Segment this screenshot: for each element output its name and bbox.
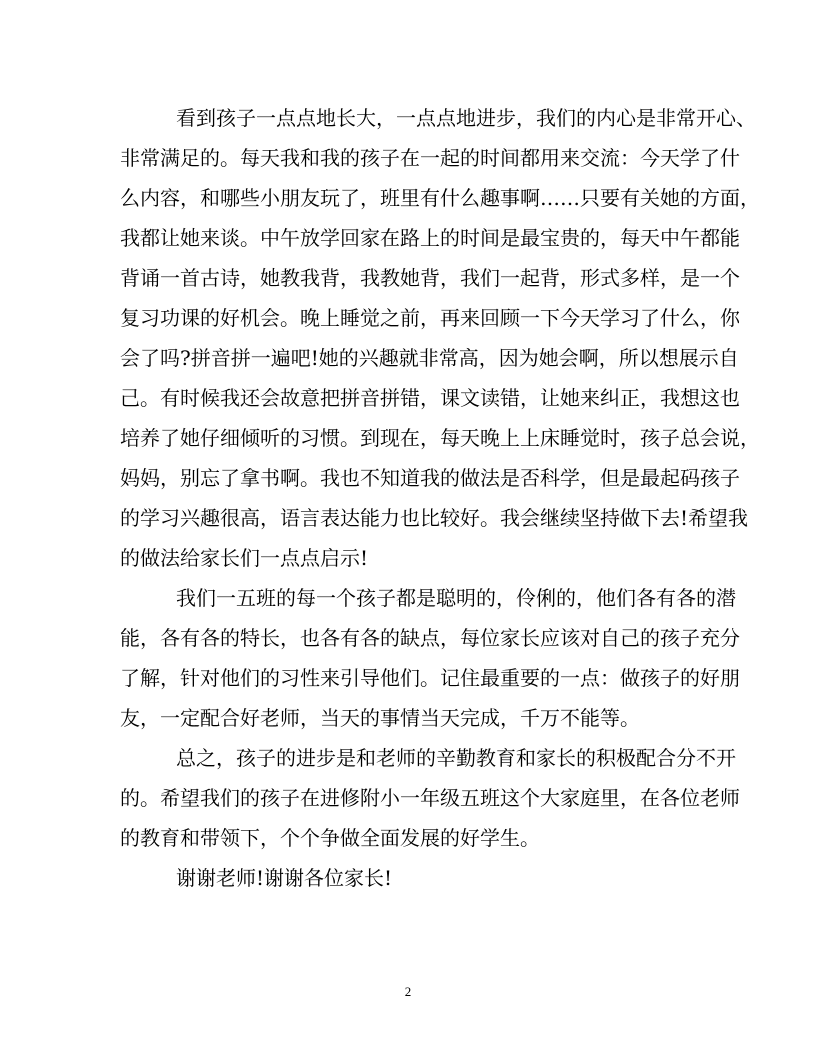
text-line: 看到孩子一点点地长大，一点点地进步，我们的内心是非常开心、 (176, 106, 756, 130)
text-line: 谢谢老师!谢谢各位家长! (176, 866, 393, 890)
text-line: 复习功课的好机会。晚上睡觉之前，再来回顾一下今天学习了什么，你 (120, 306, 740, 330)
text-line: 会了吗?拼音拼一遍吧!她的兴趣就非常高，因为她会啊，所以想展示自 (120, 346, 739, 370)
text-line: 能，各有各的特长，也各有各的缺点，每位家长应该对自己的孩子充分 (120, 626, 740, 650)
text-line: 友，一定配合好老师，当天的事情当天完成，千万不能等。 (120, 706, 640, 730)
text-line: 的做法给家长们一点点启示! (120, 546, 369, 570)
text-line: 的教育和带领下，个个争做全面发展的好学生。 (120, 826, 540, 850)
text-line: 背诵一首古诗，她教我背，我教她背，我们一起背，形式多样，是一个 (120, 266, 740, 290)
text-line: 的学习兴趣很高，语言表达能力也比较好。我会继续坚持做下去!希望我 (120, 506, 749, 530)
text-line: 的。希望我们的孩子在进修附小一年级五班这个大家庭里，在各位老师 (120, 786, 740, 810)
text-line: 非常满足的。每天我和我的孩子在一起的时间都用来交流：今天学了什 (120, 146, 740, 170)
page-number: 2 (404, 984, 412, 999)
paragraph-3 (120, 738, 740, 858)
text-line: 己。有时候我还会故意把拼音拼错，课文读错，让她来纠正，我想这也 (120, 386, 740, 410)
text-line: 我都让她来谈。中午放学回家在路上的时间是最宝贵的，每天中午都能 (120, 226, 740, 250)
body-text (120, 98, 760, 898)
text-line: 妈妈，别忘了拿书啊。我也不知道我的做法是否科学，但是最起码孩子 (120, 466, 740, 490)
text-line: 我们一五班的每一个孩子都是聪明的，伶俐的，他们各有各的潜 (176, 586, 736, 610)
paragraph-1 (120, 98, 760, 578)
text-line: 么内容，和哪些小朋友玩了，班里有什么趣事啊……只要有关她的方面， (120, 186, 760, 210)
paragraph-4 (120, 858, 690, 898)
text-line: 培养了她仔细倾听的习惯。到现在，每天晚上上床睡觉时，孩子总会说， (120, 426, 760, 450)
text-line: 了解，针对他们的习性来引导他们。记住最重要的一点：做孩子的好朋 (120, 666, 740, 690)
paragraph-2 (120, 578, 740, 738)
text-line: 总之，孩子的进步是和老师的辛勤教育和家长的积极配合分不开 (176, 746, 736, 770)
